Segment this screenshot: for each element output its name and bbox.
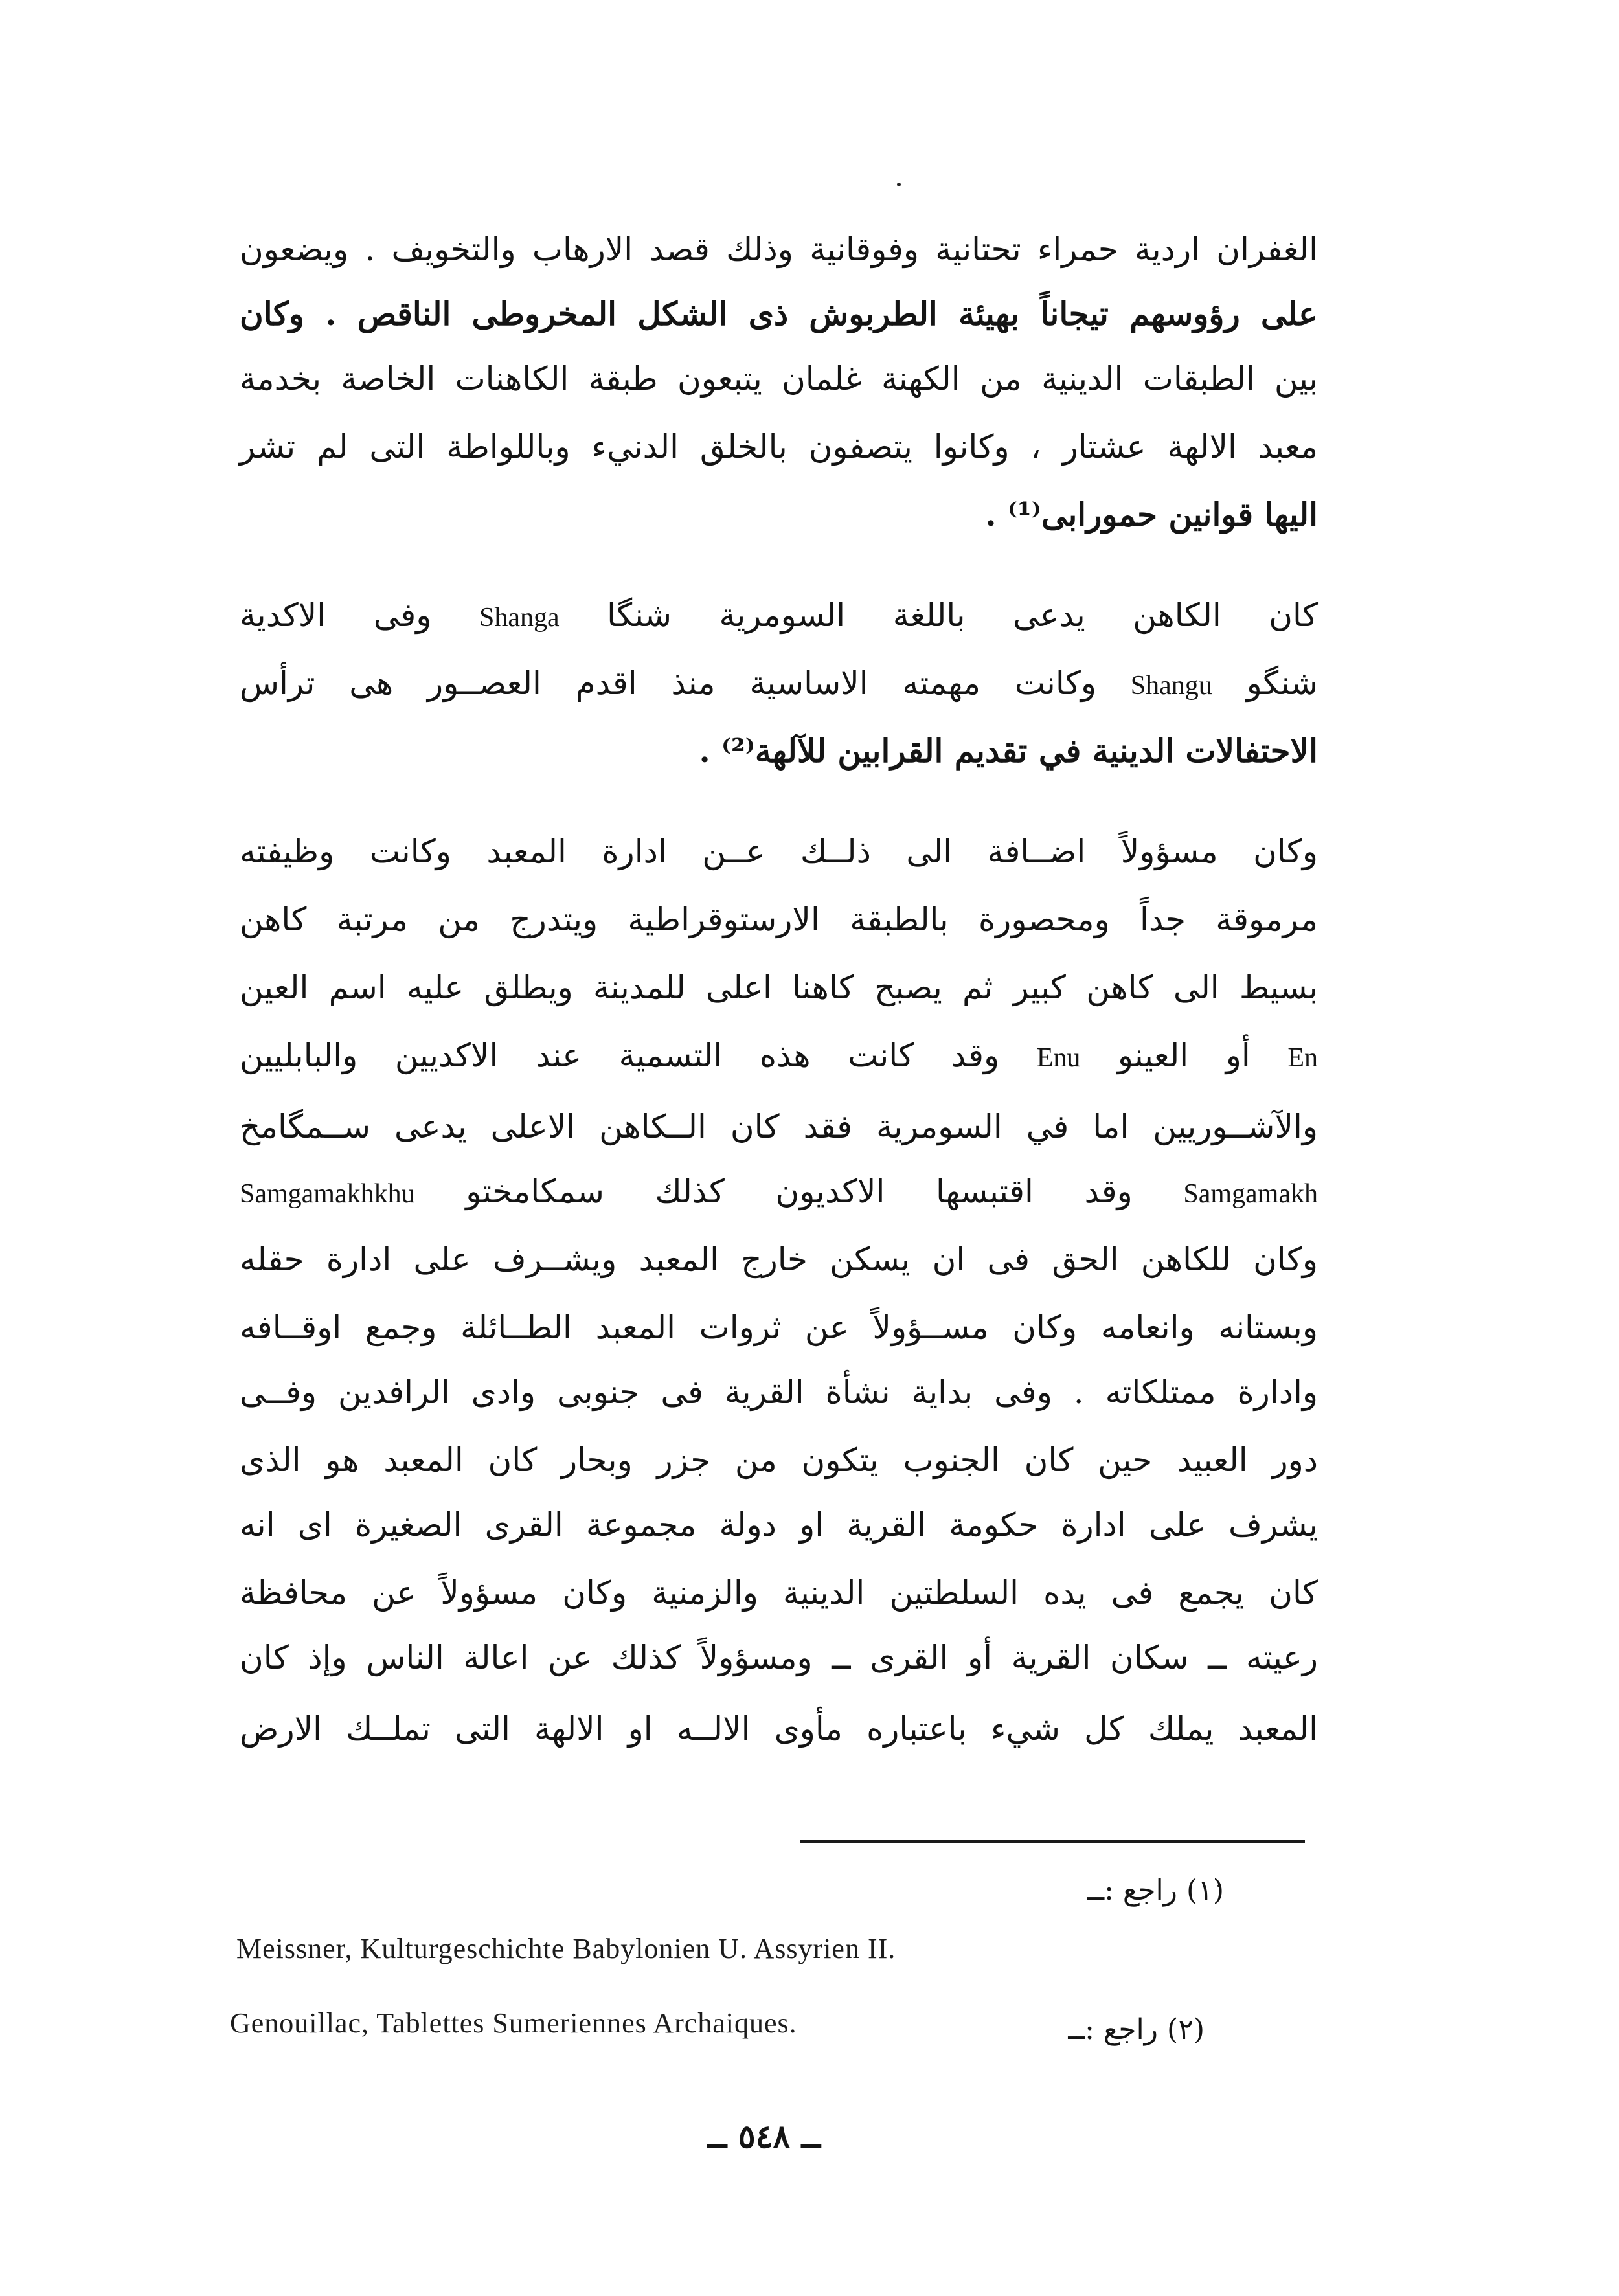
transliteration: Samgamakhkhu (240, 1179, 415, 1209)
body-line: يشرف على ادارة حكومة القرية او دولة مجموعة القرى الصغيرة اى انه (240, 1506, 1318, 1544)
footnote-1-ref: (١) راجع :ــ (1087, 1874, 1224, 1907)
body-line: على رؤوسهم تيجاناً بهيئة الطربوش ذى الشكل المخروطى الناقص . وكان (240, 295, 1318, 333)
body-line: كان الكاهن يدعى باللغة السومرية شنگا Shanga وفى الاكدية (240, 596, 1318, 634)
body-line: دور العبيد حين كان الجنوب يتكون من جزر وبحار كان المعبد هو الذى (240, 1441, 1318, 1479)
body-line: وادارة ممتلكاته . وفى بداية نشأة القرية فى جنوبى وادى الرافدين وفــى (240, 1373, 1318, 1411)
transliteration: En (1287, 1043, 1318, 1073)
body-line: شنگو Shangu وكانت مهمته الاساسية منذ اقدم العصــور هى ترأس (240, 664, 1318, 702)
footnote-2-citation: Genouillac, Tablettes Sumeriennes Archaiques. (230, 2007, 797, 2039)
body-line: معبد الالهة عشتار ، وكانوا يتصفون بالخلق الدنيء وباللواطة التى لم تشر (240, 428, 1318, 466)
body-line: الاحتفالات الدينية في تقديم القرابين للآلهة⁽²⁾ . (699, 732, 1318, 770)
transliteration: Samgamakh (1183, 1179, 1318, 1209)
transliteration: Shangu (1130, 671, 1212, 701)
scan-speck (897, 183, 901, 186)
footnote-rule (800, 1840, 1305, 1843)
footnote-1-citation: Meissner, Kulturgeschichte Babylonien U. Assyrien II. (236, 1933, 896, 1964)
footnote-2-ref: (٢) راجع :ــ (1068, 2013, 1205, 2046)
body-line: الغفران اردية حمراء تحتانية وفوقانية وذلك قصد الارهاب والتخويف . ويضعون (240, 231, 1318, 268)
body-line: المعبد يملك كل شيء باعتباره مأوى الالــه او الالهة التى تملــك الارض (240, 1710, 1318, 1748)
page-number: ــ ٥٤٨ ــ (707, 2117, 821, 2155)
transliteration: Shanga (479, 603, 560, 633)
body-line: Samgamakh وقد اقتبسها الاكديون كذلك سمكامختو Samgamakhkhu (240, 1173, 1318, 1210)
body-line: بين الطبقات الدينية من الكهنة غلمان يتبعون طبقة الكاهنات الخاصة بخدمة (240, 360, 1318, 398)
body-line: اليها قوانين حمورابى⁽¹⁾ . (985, 495, 1318, 534)
body-line: En أو العينو Enu وقد كانت هذه التسمية عند الاكديين والبابليين (240, 1037, 1318, 1074)
body-line: بسيط الى كاهن كبير ثم يصبح كاهنا اعلى للمدينة ويطلق عليه اسم العين (240, 969, 1318, 1006)
body-line: وكان مسؤولاً اضــافة الى ذلــك عــن ادارة المعبد وكانت وظيفته (240, 833, 1318, 870)
transliteration: Enu (1036, 1043, 1081, 1073)
body-line: مرموقة جداً ومحصورة بالطبقة الارستوقراطية ويتدرج من مرتبة كاهن (240, 901, 1318, 938)
body-line: وبستانه وانعامه وكان مســؤولاً عن ثروات المعبد الطــائلة وجمع اوقــافه (240, 1309, 1318, 1346)
body-line: وكان للكاهن الحق فى ان يسكن خارج المعبد ويشــرف على ادارة حقله (240, 1241, 1318, 1278)
body-line: رعيته ــ سكان القرية أو القرى ــ ومسؤولاً كذلك عن اعالة الناس وإذ كان (240, 1639, 1318, 1676)
body-line: كان يجمع فى يده السلطتين الدينية والزمنية وكان مسؤولاً عن محافظة (240, 1574, 1318, 1612)
body-line: والآشــوريين اما في السومرية فقد كان الــكاهن الاعلى يدعى ســمگامخ (240, 1108, 1318, 1145)
